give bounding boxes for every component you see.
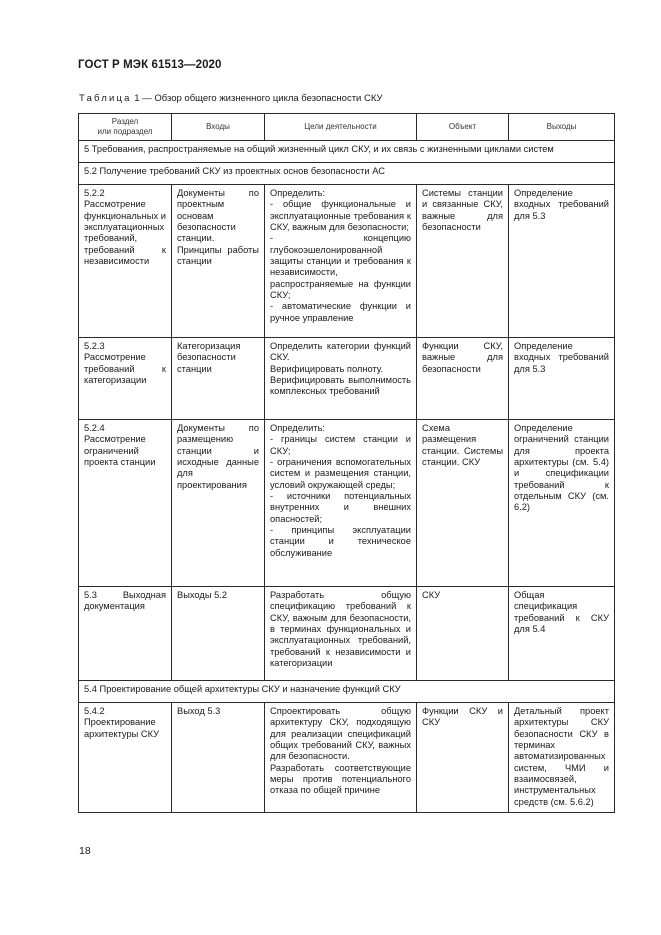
objective-item: - источники потенциальных внутренних и внешних опасностей; xyxy=(270,490,411,524)
lifecycle-table xyxy=(78,113,615,813)
objective-item: Определить: xyxy=(270,423,325,433)
table-row xyxy=(79,703,615,813)
section-row xyxy=(79,141,615,163)
section-5-4-title: 5.4 Проектирование общей архитектуры СКУ и назначение функций СКУ xyxy=(79,681,615,703)
objective-item: Определить категории функций СКУ. xyxy=(270,341,411,363)
cell-outputs: Определение входных требований для 5.3 xyxy=(509,185,615,338)
cell-section: 5.4.2 Проектирование архитектуры СКУ xyxy=(79,703,172,813)
objective-item: - концепцию глубокоэшелонированной защиты станции и требования к независимости, распространяемые на функции СКУ; xyxy=(270,233,411,300)
page-number: 18 xyxy=(79,845,91,857)
cell-inputs: Документы по размещению станции и исходные данные для проектирования xyxy=(172,420,265,587)
objective-item: - общие функциональные и эксплуатационные требования к СКУ, важным для безопасности; xyxy=(270,199,411,232)
objective-item: - автоматические функции и ручное управление xyxy=(270,301,411,323)
table-header-row xyxy=(79,114,615,141)
table-caption-label: Таблица xyxy=(79,93,132,104)
objective-item: - принципы эксплуатации станции и техническое обслуживание xyxy=(270,524,411,558)
document-header: ГОСТ Р МЭК 61513—2020 xyxy=(78,59,222,71)
cell-inputs: Выход 5.3 xyxy=(172,703,265,813)
header-objectives: Цели деятельности xyxy=(265,114,417,141)
section-row xyxy=(79,163,615,185)
cell-inputs: Выходы 5.2 xyxy=(172,587,265,681)
cell-objectives xyxy=(265,587,417,681)
cell-inputs: Категоризация безопасности станции xyxy=(172,338,265,420)
cell-outputs: Определение входных требований для 5.3 xyxy=(509,338,615,420)
cell-section: 5.2.4 Рассмотрение ограничений проекта станции xyxy=(79,420,172,587)
objective-item: - ограничения вспомогательных систем и размещения станции, условий окружающей среды; xyxy=(270,456,411,490)
cell-outputs: Детальный проект архитектуры СКУ безопасности СКУ в терминах автоматизированных систем, ЧМИ и взаимосвязей, инструментальных средств (см. 5.6.2) xyxy=(509,703,615,813)
cell-outputs: Определение ограничений станции для проекта архитектуры (см. 5.4) и спецификации требований к отдельным СКУ (см. 6.2) xyxy=(509,420,615,587)
cell-object: Схема размещения станции. Системы станции. СКУ xyxy=(417,420,509,587)
table-row xyxy=(79,185,615,338)
cell-section: 5.2.3 Рассмотрение требований к категоризации xyxy=(79,338,172,420)
table-caption-title: 1 — Обзор общего жизненного цикла безопасности СКУ xyxy=(131,93,383,104)
cell-inputs: Документы по проектным основам безопасности станции. Принципы работы станции xyxy=(172,185,265,338)
cell-objectives xyxy=(265,185,417,338)
cell-object: Системы станции и связанные СКУ, важные для безопасности xyxy=(417,185,509,338)
cell-objectives xyxy=(265,338,417,420)
cell-objectives xyxy=(265,703,417,813)
cell-object: Функции СКУ и СКУ xyxy=(417,703,509,813)
section-row xyxy=(79,681,615,703)
section-5-2-title: 5.2 Получение требований СКУ из проектных основ безопасности АС xyxy=(79,163,615,185)
cell-section: 5.3 Выходная документация xyxy=(79,587,172,681)
header-outputs: Выходы xyxy=(509,114,615,141)
objective-item: Верифицировать выполнимость комплексных требований xyxy=(270,374,411,397)
header-section: Раздел или подраздел xyxy=(79,114,172,141)
cell-outputs: Общая спецификация требований к СКУ для 5.4 xyxy=(509,587,615,681)
objective-item: Определить: xyxy=(270,188,325,198)
cell-section: 5.2.2 Рассмотрение функциональных и эксплуатационных требований, требований к независимости xyxy=(79,185,172,338)
objective-item: Разработать соответствующие меры против потенциального отказа по общей причине xyxy=(270,762,411,796)
section-5-title: 5 Требования, распространяемые на общий жизненный цикл СКУ, и их связь с жизненными циклами систем xyxy=(79,141,615,163)
objective-item: Верифицировать полноту. xyxy=(270,363,384,374)
table-row xyxy=(79,420,615,587)
objective-item: Спроектировать общую архитектуру СКУ, подходящую для реализации спецификаций общих требований СКУ, важных для безопасности. xyxy=(270,706,411,762)
cell-object: СКУ xyxy=(417,587,509,681)
cell-object: Функции СКУ, важные для безопасности xyxy=(417,338,509,420)
table-row xyxy=(79,587,615,681)
header-inputs: Входы xyxy=(172,114,265,141)
table-caption xyxy=(79,93,383,104)
objective-item: Разработать общую спецификацию требований к СКУ, важным для безопасности, в терминах функциональных и эксплуатационных требований, требований к независимости и категоризации xyxy=(270,590,411,668)
objective-item: - границы систем станции и СКУ; xyxy=(270,434,411,456)
cell-objectives xyxy=(265,420,417,587)
table-row xyxy=(79,338,615,420)
header-object: Объект xyxy=(417,114,509,141)
